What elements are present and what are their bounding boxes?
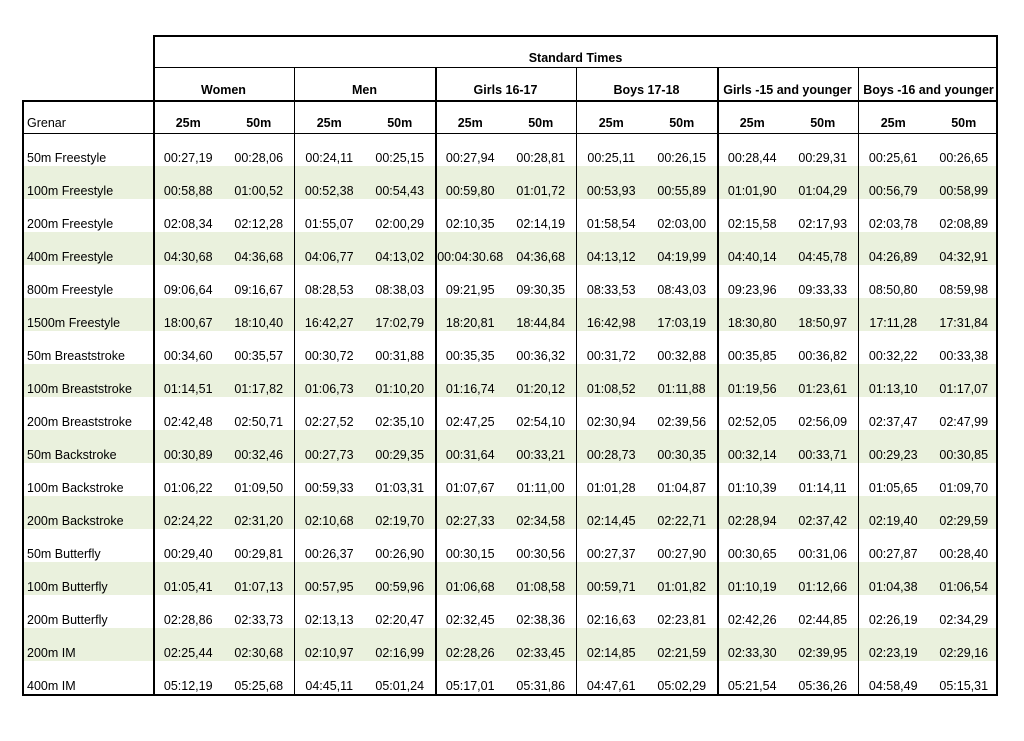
time-cell: 09:23,96 bbox=[727, 282, 777, 297]
time-cell: 00:31,64 bbox=[445, 447, 495, 462]
time-cell: 02:39,56 bbox=[657, 414, 707, 429]
time-cell: 01:09,70 bbox=[939, 480, 989, 495]
time-cell: 09:33,33 bbox=[798, 282, 848, 297]
time-cell: 00:35,35 bbox=[445, 348, 495, 363]
time-cell: 02:16,63 bbox=[586, 612, 636, 627]
time-cell: 02:00,29 bbox=[375, 216, 425, 231]
time-cell: 02:50,71 bbox=[234, 414, 284, 429]
time-cell: 01:05,65 bbox=[868, 480, 918, 495]
time-cell: 02:25,44 bbox=[163, 645, 213, 660]
time-cell: 18:10,40 bbox=[234, 315, 284, 330]
time-cell: 02:35,10 bbox=[375, 414, 425, 429]
time-cell: 04:58,49 bbox=[868, 678, 918, 693]
time-cell: 01:06,68 bbox=[445, 579, 495, 594]
time-cell: 02:31,20 bbox=[234, 513, 284, 528]
distance-header: 50m bbox=[528, 115, 554, 130]
table-title: Standard Times bbox=[528, 51, 623, 65]
time-cell: 00:33,71 bbox=[798, 447, 848, 462]
time-cell: 02:03,00 bbox=[657, 216, 707, 231]
time-cell: 00:30,85 bbox=[939, 447, 989, 462]
time-cell: 01:07,67 bbox=[445, 480, 495, 495]
time-cell: 16:42,27 bbox=[304, 315, 354, 330]
time-cell: 01:58,54 bbox=[586, 216, 636, 231]
time-cell: 01:19,56 bbox=[727, 381, 777, 396]
time-cell: 02:38,36 bbox=[516, 612, 566, 627]
time-cell: 09:21,95 bbox=[445, 282, 495, 297]
time-cell: 01:08,58 bbox=[516, 579, 566, 594]
event-name: 200m Butterfly bbox=[27, 612, 108, 627]
rule-under-distances bbox=[22, 133, 998, 134]
time-cell: 00:27,73 bbox=[304, 447, 354, 462]
time-cell: 02:37,42 bbox=[798, 513, 848, 528]
time-cell: 02:28,26 bbox=[445, 645, 495, 660]
time-cell: 02:19,40 bbox=[868, 513, 918, 528]
time-cell: 18:30,80 bbox=[727, 315, 777, 330]
distance-header: 25m bbox=[739, 115, 765, 130]
time-cell: 02:56,09 bbox=[798, 414, 848, 429]
time-cell: 04:45,78 bbox=[798, 249, 848, 264]
time-cell: 02:08,89 bbox=[939, 216, 989, 231]
time-cell: 05:15,31 bbox=[939, 678, 989, 693]
time-cell: 00:36,32 bbox=[516, 348, 566, 363]
time-cell: 00:29,81 bbox=[234, 546, 284, 561]
time-cell: 02:28,94 bbox=[727, 513, 777, 528]
time-cell: 01:13,10 bbox=[868, 381, 918, 396]
group-header: Women bbox=[201, 82, 246, 97]
time-cell: 01:04,38 bbox=[868, 579, 918, 594]
group-divider bbox=[435, 67, 437, 694]
time-cell: 02:26,19 bbox=[868, 612, 918, 627]
time-cell: 00:30,15 bbox=[445, 546, 495, 561]
time-cell: 00:31,06 bbox=[798, 546, 848, 561]
time-cell: 02:13,13 bbox=[304, 612, 354, 627]
time-cell: 02:10,35 bbox=[445, 216, 495, 231]
time-cell: 18:20,81 bbox=[445, 315, 495, 330]
time-cell: 18:44,84 bbox=[516, 315, 566, 330]
time-cell: 00:29,31 bbox=[798, 150, 848, 165]
time-cell: 05:12,19 bbox=[163, 678, 213, 693]
time-cell: 01:04,87 bbox=[657, 480, 707, 495]
time-cell: 02:08,34 bbox=[163, 216, 213, 231]
time-cell: 02:27,52 bbox=[304, 414, 354, 429]
time-cell: 02:17,93 bbox=[798, 216, 848, 231]
time-cell: 02:14,45 bbox=[586, 513, 636, 528]
time-cell: 04:13,12 bbox=[586, 249, 636, 264]
distance-header: 25m bbox=[175, 115, 201, 130]
time-cell: 17:03,19 bbox=[657, 315, 707, 330]
time-cell: 01:03,31 bbox=[375, 480, 425, 495]
time-cell: 02:14,19 bbox=[516, 216, 566, 231]
distance-header: 25m bbox=[316, 115, 342, 130]
time-cell: 05:02,29 bbox=[657, 678, 707, 693]
time-cell: 00:58,88 bbox=[163, 183, 213, 198]
time-cell: 09:06,64 bbox=[163, 282, 213, 297]
time-cell: 05:31,86 bbox=[516, 678, 566, 693]
time-cell: 00:25,61 bbox=[868, 150, 918, 165]
time-cell: 01:06,22 bbox=[163, 480, 213, 495]
time-cell: 02:32,45 bbox=[445, 612, 495, 627]
time-cell: 08:38,03 bbox=[375, 282, 425, 297]
time-cell: 09:30,35 bbox=[516, 282, 566, 297]
time-cell: 00:25,11 bbox=[587, 150, 636, 165]
event-name: 400m Freestyle bbox=[27, 249, 114, 264]
time-cell: 02:24,22 bbox=[163, 513, 213, 528]
group-divider bbox=[717, 67, 719, 694]
time-cell: 00:33,38 bbox=[939, 348, 989, 363]
group-header: Girls -15 and younger bbox=[723, 82, 852, 97]
time-cell: 02:52,05 bbox=[727, 414, 777, 429]
time-cell: 02:30,68 bbox=[234, 645, 284, 660]
time-cell: 04:45,11 bbox=[305, 678, 354, 693]
event-name: 200m Breaststroke bbox=[27, 414, 132, 429]
time-cell: 01:23,61 bbox=[798, 381, 848, 396]
border-left bbox=[22, 100, 24, 696]
time-cell: 00:58,99 bbox=[939, 183, 989, 198]
time-cell: 02:22,71 bbox=[657, 513, 707, 528]
time-cell: 02:33,73 bbox=[234, 612, 284, 627]
event-name: 50m Backstroke bbox=[27, 447, 117, 462]
time-cell: 08:59,98 bbox=[939, 282, 989, 297]
time-cell: 00:28,73 bbox=[586, 447, 636, 462]
time-cell: 00:32,14 bbox=[727, 447, 777, 462]
time-cell: 01:17,82 bbox=[234, 381, 284, 396]
time-cell: 00:54,43 bbox=[375, 183, 425, 198]
time-cell: 04:06,77 bbox=[304, 249, 354, 264]
event-name: 100m Breaststroke bbox=[27, 381, 132, 396]
time-cell: 04:36,68 bbox=[516, 249, 566, 264]
time-cell: 01:01,82 bbox=[657, 579, 707, 594]
time-cell: 02:15,58 bbox=[727, 216, 777, 231]
event-name: 800m Freestyle bbox=[27, 282, 114, 297]
time-cell: 01:01,28 bbox=[586, 480, 636, 495]
time-cell: 02:34,29 bbox=[939, 612, 989, 627]
time-cell: 02:16,99 bbox=[375, 645, 425, 660]
time-cell: 02:47,25 bbox=[445, 414, 495, 429]
time-cell: 01:11,88 bbox=[657, 381, 706, 396]
time-cell: 02:54,10 bbox=[516, 414, 566, 429]
time-cell: 09:16,67 bbox=[234, 282, 284, 297]
time-cell: 00:59,80 bbox=[445, 183, 495, 198]
time-cell: 00:53,93 bbox=[586, 183, 636, 198]
time-cell: 17:31,84 bbox=[939, 315, 989, 330]
time-cell: 01:14,11 bbox=[798, 480, 847, 495]
time-cell: 02:21,59 bbox=[657, 645, 707, 660]
time-cell: 02:30,94 bbox=[586, 414, 636, 429]
time-cell: 04:19,99 bbox=[657, 249, 707, 264]
time-cell: 00:30,56 bbox=[516, 546, 566, 561]
time-cell: 00:27,37 bbox=[586, 546, 636, 561]
time-cell: 01:12,66 bbox=[798, 579, 848, 594]
time-cell: 02:10,97 bbox=[304, 645, 354, 660]
time-cell: 05:21,54 bbox=[727, 678, 777, 693]
distance-header: 25m bbox=[457, 115, 483, 130]
distance-header: 50m bbox=[951, 115, 977, 130]
time-cell: 00:30,35 bbox=[657, 447, 707, 462]
group-header: Boys 17-18 bbox=[613, 82, 680, 97]
time-cell: 02:34,58 bbox=[516, 513, 566, 528]
time-cell: 08:28,53 bbox=[304, 282, 354, 297]
time-cell: 01:01,90 bbox=[727, 183, 777, 198]
time-cell: 08:43,03 bbox=[657, 282, 707, 297]
time-cell: 04:36,68 bbox=[234, 249, 284, 264]
time-cell: 00:26,15 bbox=[657, 150, 707, 165]
time-cell: 02:03,78 bbox=[868, 216, 918, 231]
time-cell: 01:08,52 bbox=[586, 381, 636, 396]
time-cell: 00:36,82 bbox=[798, 348, 848, 363]
time-cell: 02:27,33 bbox=[445, 513, 495, 528]
event-name: 200m Backstroke bbox=[27, 513, 124, 528]
group-header: Boys -16 and younger bbox=[863, 82, 994, 97]
event-name: 100m Backstroke bbox=[27, 480, 124, 495]
time-cell: 01:06,54 bbox=[939, 579, 989, 594]
time-cell: 01:01,72 bbox=[516, 183, 566, 198]
time-cell: 01:00,52 bbox=[234, 183, 284, 198]
event-name: 200m Freestyle bbox=[27, 216, 114, 231]
time-cell: 18:50,97 bbox=[798, 315, 848, 330]
event-name: 50m Breaststroke bbox=[27, 348, 125, 363]
time-cell: 01:06,73 bbox=[304, 381, 354, 396]
time-cell: 00:59,71 bbox=[586, 579, 636, 594]
border-bottom bbox=[22, 694, 998, 696]
time-cell: 02:39,95 bbox=[798, 645, 848, 660]
time-cell: 00:29,40 bbox=[163, 546, 213, 561]
time-cell: 00:27,90 bbox=[657, 546, 707, 561]
time-cell: 04:13,02 bbox=[375, 249, 425, 264]
event-name: 100m Butterfly bbox=[27, 579, 108, 594]
event-name: 100m Freestyle bbox=[27, 183, 114, 198]
time-cell: 05:25,68 bbox=[234, 678, 284, 693]
time-cell: 02:12,28 bbox=[234, 216, 284, 231]
time-cell: 16:42,98 bbox=[586, 315, 636, 330]
time-cell: 00:32,46 bbox=[234, 447, 284, 462]
time-cell: 05:36,26 bbox=[798, 678, 848, 693]
time-cell: 00:26,65 bbox=[939, 150, 989, 165]
group-header: Girls 16-17 bbox=[473, 82, 538, 97]
time-cell: 04:47,61 bbox=[586, 678, 636, 693]
time-cell: 00:24,11 bbox=[305, 150, 354, 165]
time-cell: 00:25,15 bbox=[375, 150, 425, 165]
time-cell: 00:52,38 bbox=[304, 183, 354, 198]
time-cell: 00:30,65 bbox=[727, 546, 777, 561]
time-cell: 01:14,51 bbox=[163, 381, 213, 396]
time-cell: 05:17,01 bbox=[445, 678, 495, 693]
time-cell: 01:10,39 bbox=[727, 480, 777, 495]
time-cell: 01:17,07 bbox=[939, 381, 989, 396]
time-cell: 00:34,60 bbox=[163, 348, 213, 363]
time-cell: 00:28,06 bbox=[234, 150, 284, 165]
distance-header: 50m bbox=[810, 115, 836, 130]
distance-header: 25m bbox=[880, 115, 906, 130]
time-cell: 00:27,19 bbox=[163, 150, 213, 165]
event-name: 50m Butterfly bbox=[27, 546, 101, 561]
time-cell: 01:11,00 bbox=[516, 480, 565, 495]
time-cell: 00:55,89 bbox=[657, 183, 707, 198]
time-cell: 02:33,30 bbox=[727, 645, 777, 660]
time-cell: 01:16,74 bbox=[445, 381, 495, 396]
time-cell: 04:26,89 bbox=[868, 249, 918, 264]
time-cell: 01:20,12 bbox=[516, 381, 566, 396]
time-cell: 02:42,48 bbox=[163, 414, 213, 429]
time-cell: 02:23,19 bbox=[868, 645, 918, 660]
time-cell: 00:28,40 bbox=[939, 546, 989, 561]
group-divider bbox=[858, 67, 859, 694]
border-top bbox=[153, 35, 998, 37]
group-divider bbox=[294, 67, 295, 694]
time-cell: 02:33,45 bbox=[516, 645, 566, 660]
time-cell: 00:31,88 bbox=[375, 348, 425, 363]
time-cell: 08:33,53 bbox=[586, 282, 636, 297]
distance-header: 50m bbox=[387, 115, 413, 130]
time-cell: 01:05,41 bbox=[163, 579, 213, 594]
time-cell: 02:29,59 bbox=[939, 513, 989, 528]
row-header-label: Grenar bbox=[27, 115, 66, 130]
time-cell: 01:55,07 bbox=[304, 216, 354, 231]
time-cell: 01:10,19 bbox=[727, 579, 777, 594]
time-cell: 02:47,99 bbox=[939, 414, 989, 429]
time-cell: 00:27,94 bbox=[445, 150, 495, 165]
time-cell: 17:11,28 bbox=[869, 315, 918, 330]
distance-header: 25m bbox=[598, 115, 624, 130]
time-cell: 02:28,86 bbox=[163, 612, 213, 627]
time-cell: 17:02,79 bbox=[375, 315, 425, 330]
distance-header: 50m bbox=[669, 115, 695, 130]
time-cell: 00:57,95 bbox=[304, 579, 354, 594]
time-cell: 02:20,47 bbox=[375, 612, 425, 627]
time-cell: 00:59,96 bbox=[375, 579, 425, 594]
time-cell: 18:00,67 bbox=[163, 315, 213, 330]
time-cell: 02:23,81 bbox=[657, 612, 707, 627]
time-cell: 00:32,22 bbox=[868, 348, 918, 363]
time-cell: 00:29,35 bbox=[375, 447, 425, 462]
time-cell: 01:04,29 bbox=[798, 183, 848, 198]
rule-under-groups bbox=[22, 100, 998, 102]
time-cell: 00:59,33 bbox=[304, 480, 354, 495]
time-cell: 01:10,20 bbox=[375, 381, 425, 396]
time-cell: 02:19,70 bbox=[375, 513, 425, 528]
time-cell: 01:07,13 bbox=[234, 579, 284, 594]
time-cell: 00:33,21 bbox=[516, 447, 566, 462]
time-cell: 02:42,26 bbox=[727, 612, 777, 627]
time-cell: 04:32,91 bbox=[939, 249, 989, 264]
time-cell: 00:26,37 bbox=[304, 546, 354, 561]
time-cell: 02:10,68 bbox=[304, 513, 354, 528]
time-cell: 04:40,14 bbox=[727, 249, 777, 264]
time-cell: 02:44,85 bbox=[798, 612, 848, 627]
time-cell: 00:29,23 bbox=[868, 447, 918, 462]
time-cell: 00:28,44 bbox=[727, 150, 777, 165]
time-cell: 00:26,90 bbox=[375, 546, 425, 561]
time-cell: 00:27,87 bbox=[868, 546, 918, 561]
time-cell: 00:30,72 bbox=[304, 348, 354, 363]
time-cell: 00:28,81 bbox=[516, 150, 566, 165]
time-cell: 00:04:30.68 bbox=[437, 249, 504, 264]
time-cell: 00:56,79 bbox=[868, 183, 918, 198]
event-name: 200m IM bbox=[27, 645, 76, 660]
time-cell: 02:14,85 bbox=[586, 645, 636, 660]
event-name: 1500m Freestyle bbox=[27, 315, 121, 330]
time-cell: 00:30,89 bbox=[163, 447, 213, 462]
event-name: 50m Freestyle bbox=[27, 150, 107, 165]
time-cell: 00:35,85 bbox=[727, 348, 777, 363]
group-header: Men bbox=[352, 82, 377, 97]
border-right bbox=[996, 35, 998, 696]
time-cell: 00:32,88 bbox=[657, 348, 707, 363]
time-cell: 05:01,24 bbox=[375, 678, 425, 693]
distance-header: 50m bbox=[246, 115, 272, 130]
time-cell: 00:35,57 bbox=[234, 348, 284, 363]
time-cell: 08:50,80 bbox=[868, 282, 918, 297]
event-name: 400m IM bbox=[27, 678, 76, 693]
time-cell: 02:29,16 bbox=[939, 645, 989, 660]
time-cell: 02:37,47 bbox=[868, 414, 918, 429]
group-divider bbox=[576, 67, 577, 694]
time-cell: 00:31,72 bbox=[586, 348, 636, 363]
time-cell: 04:30,68 bbox=[163, 249, 213, 264]
time-cell: 01:09,50 bbox=[234, 480, 284, 495]
